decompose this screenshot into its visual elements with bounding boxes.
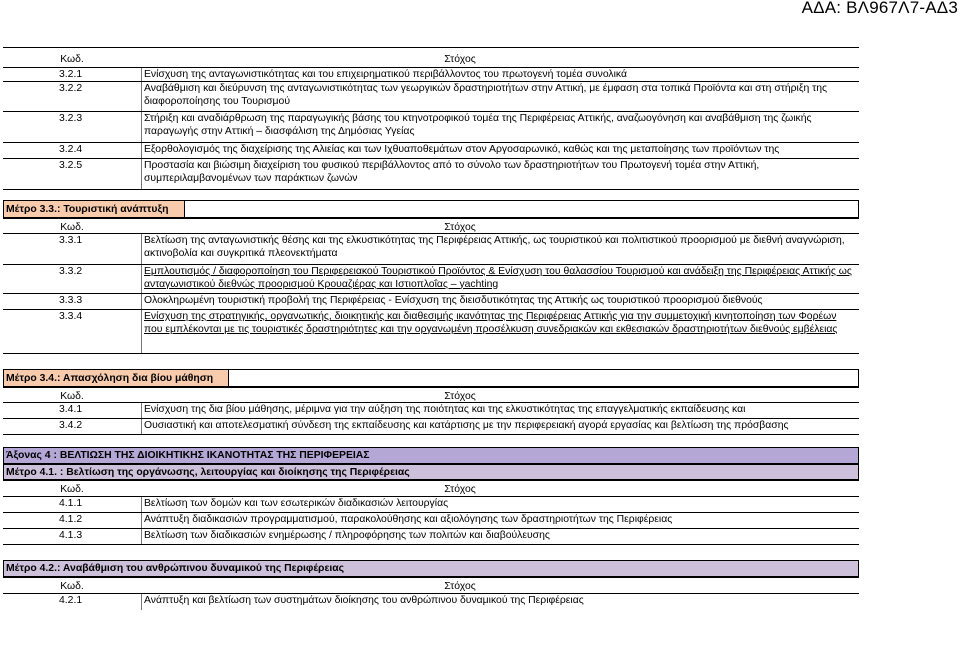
row-goal: Βελτίωση των διαδικασιών ενημέρωσης / πληροφόρησης των πολιτών και διαβούλευσης (141, 529, 859, 544)
table-row (3, 234, 859, 265)
row-goal: Ουσιαστική και αποτελεσματική σύνδεση της εκπαίδευσης και κατάρτισης με την περιφερειακή αγορά εργασίας και βελτίωση της πρόσβασης (141, 419, 859, 434)
row-code: 3.2.1 (59, 69, 83, 80)
table-row (3, 143, 859, 159)
spacer (3, 435, 859, 447)
measure-3-3-fill (185, 200, 859, 218)
row-code: 3.2.3 (59, 113, 83, 124)
spacer (3, 545, 859, 560)
row-goal: Βελτίωση της ανταγωνιστικής θέσης και της ελκυστικότητας της Περιφέρειας Αττικής, ως τουριστικού και πολιτιστικού προορισμού με διεθνή αναγνώριση, ακτινοβολία και συγκριτικά πλεονεκτήματα (141, 234, 859, 264)
spacer (3, 190, 859, 200)
col-goal-header: Στόχος (444, 222, 476, 233)
table-row (3, 513, 859, 529)
row-goal: Ολοκληρωμένη τουριστική προβολή της Περιφέρειας - Ενίσχυση της διεισδυτικότητας της Αττικής ως τουριστικού προορισμού διεθνούς (141, 294, 859, 309)
spacer (3, 354, 859, 369)
goals-table (3, 47, 859, 610)
table-row (3, 159, 859, 190)
goal-text: Ενίσχυση της στρατηγικής, οργανωτικής, διοικητικής και διαθεσιμής ικανότητας της Περιφέρειας Αττικής για την συμμετοχική κινητοποίηση των Φορέων που εμπλέκονται με τις τουριστικές δραστηριότητες και την οργανωμένη προσέλκυση συνεδριακών και εκθεσιακών δραστηριοτήτων διεθνούς εμβέλειας (144, 311, 838, 335)
row-goal: Ανάπτυξη και βελτίωση των συστημάτων διοίκησης του ανθρώπινου δυναμικού της Περιφέρειας (141, 594, 859, 610)
col-code-header: Κωδ. (60, 222, 84, 233)
table-header (3, 47, 859, 68)
measure-3-4-fill (229, 369, 859, 387)
row-code: 4.1.2 (59, 514, 83, 525)
col-code-header: Κωδ. (60, 391, 84, 402)
row-code: 3.3.1 (59, 235, 83, 246)
goal-text: Εμπλουτισμός / διαφοροποίηση του Περιφερειακού Τουριστικού Προϊόντος & Ενίσχυση του θαλασσίου Τουρισμού και ανάδειξη της Περιφέρειας Αττικής ως ανταγωνιστικού διεθνώς προορισμού Κρουαζιέρας και Ιστιοπλοΐας – yachting (144, 266, 852, 290)
table-row (3, 68, 859, 82)
row-goal (141, 265, 859, 293)
table-row (3, 82, 859, 112)
table-row (3, 294, 859, 310)
row-goal: Αναβάθμιση και διεύρυνση της ανταγωνιστικότητας των γεωργικών δραστηριοτήτων στην Αττική, με έμφαση στα τοπικά Προϊόντα και στη στήριξη της διαφοροποίησης του Τουρισμού (141, 82, 859, 111)
table-header (3, 577, 859, 594)
row-code: 3.4.2 (59, 420, 83, 431)
table-row (3, 529, 859, 545)
table-row (3, 112, 859, 143)
row-goal: Στήριξη και αναδιάρθρωση της παραγωγικής βάσης του κτηνοτροφικού τομέα της Περιφέρειας Αττικής, αναζωογόνηση και αναβάθμιση της ζωικής παραγωγής στην Αττική – διασφάλιση της Δημόσιας Υγείας (141, 112, 859, 142)
row-goal: Ενίσχυση της δια βίου μάθησης, μέριμνα για την αύξηση της ποιότητας και της ελκυστικότητας της επαγγελματικής εκπαίδευσης και (141, 403, 859, 418)
table-row (3, 403, 859, 419)
table-header (3, 218, 859, 234)
row-goal: Εξορθολογισμός της διαχείρισης της Αλιείας και των Ιχθυαποθεμάτων στον Αργοσαρωνικό, καθώς και της μεταποίησης των προϊόντων της (141, 143, 859, 158)
row-code: 3.2.5 (59, 160, 83, 171)
row-goal (141, 310, 859, 353)
row-goal: Βελτίωση των δομών και των εσωτερικών διαδικασιών λειτουργίας (141, 497, 859, 512)
col-code-header: Κωδ. (60, 581, 84, 592)
col-goal-header: Στόχος (444, 581, 476, 592)
col-code-header: Κωδ. (60, 54, 84, 65)
row-goal: Προστασία και βιώσιμη διαχείριση του φυσικού περιβάλλοντος από το σύνολο των δραστηριοτήτων του Πρωτογενή τομέα στην Αττική, συμπεριλαμβανομένων των παράκτιων ζωνών (141, 159, 859, 189)
measure-4-2-title: Μέτρο 4.2.: Αναβάθμιση του ανθρώπινου δυναμικού της Περιφέρειας (3, 560, 859, 577)
row-code: 3.2.2 (59, 83, 83, 94)
measure-3-3-title: Μέτρο 3.3.: Τουριστική ανάπτυξη (3, 200, 185, 218)
table-row (3, 419, 859, 435)
table-row (3, 265, 859, 294)
measure-4-1-title: Μέτρο 4.1. : Βελτίωση της οργάνωσης, λειτουργίας και διοίκησης της Περιφέρειας (3, 464, 859, 480)
col-goal-header: Στόχος (444, 54, 476, 65)
col-goal-header: Στόχος (444, 391, 476, 402)
row-code: 3.2.4 (59, 144, 83, 155)
table-row (3, 497, 859, 513)
measure-3-4-title: Μέτρο 3.4.: Απασχόληση δια βίου μάθηση (3, 369, 229, 387)
ada-watermark: ΑΔΑ: ΒΛ967Λ7-ΑΔ3 (801, 0, 958, 17)
measure-3-4-bar (3, 369, 859, 387)
row-goal: Ανάπτυξη διαδικασιών προγραμματισμού, παρακολούθησης και αξιολόγησης των δραστηριοτήτων της Περιφέρειας (141, 513, 859, 528)
axis-4-title: Άξονας 4 : ΒΕΛΤΙΩΣΗ ΤΗΣ ΔΙΟΙΚΗΤΙΚΗΣ ΙΚΑΝΟΤΗΤΑΣ ΤΗΣ ΠΕΡΙΦΕΡΕΙΑΣ (3, 447, 859, 464)
row-code: 4.2.1 (59, 595, 83, 606)
table-row (3, 594, 859, 610)
row-code: 3.3.2 (59, 266, 83, 277)
row-code: 4.1.1 (59, 498, 83, 509)
col-code-header: Κωδ. (60, 484, 84, 495)
table-row (3, 310, 859, 354)
row-goal: Ενίσχυση της ανταγωνιστικότητας και του επιχειρηματικού περιβάλλοντος του πρωτογενή τομέα συνολικά (141, 68, 859, 81)
col-goal-header: Στόχος (444, 484, 476, 495)
table-header (3, 387, 859, 403)
row-code: 3.3.3 (59, 295, 83, 306)
measure-3-3-bar (3, 200, 859, 218)
row-code: 3.3.4 (59, 311, 83, 322)
row-code: 3.4.1 (59, 404, 83, 415)
table-header (3, 480, 859, 497)
row-code: 4.1.3 (59, 530, 83, 541)
